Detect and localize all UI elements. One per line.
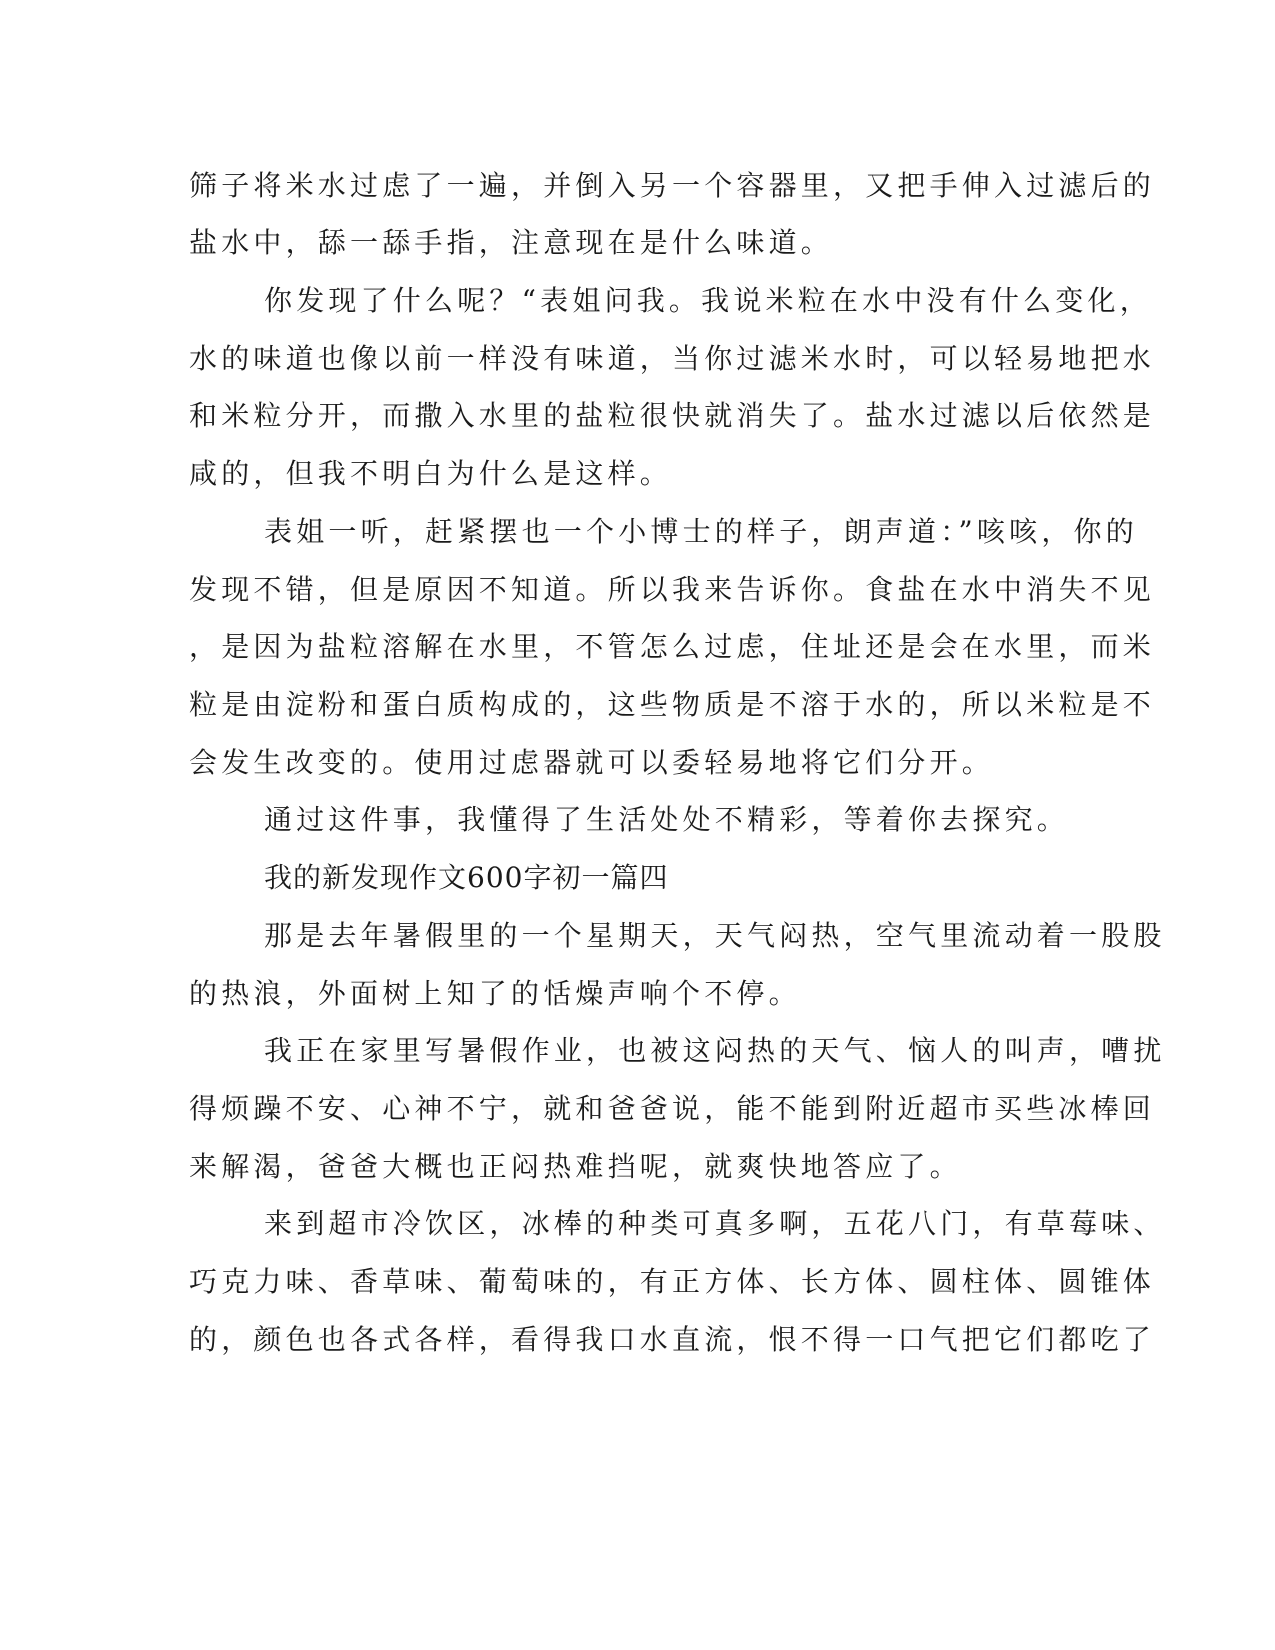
text-line: 筛子将米水过虑了一遍，并倒入另一个容器里，又把手伸入过滤后的 [189,169,1156,202]
text-line: 巧克力味、香草味、葡萄味的，有正方体、长方体、圆柱体、圆锥体 [189,1265,1156,1298]
section-heading: 我的新发现作文600字初一篇四 [264,861,669,894]
text-line: 粒是由淀粉和蛋白质构成的，这些物质是不溶于水的，所以米粒是不 [189,688,1156,721]
text-line: 的，颜色也各式各样，看得我口水直流，恨不得一口气把它们都吃了 [189,1323,1156,1356]
text-line: 的热浪，外面树上知了的恬燥声响个不停。 [189,977,801,1010]
text-line: 和米粒分开，而撒入水里的盐粒很快就消失了。盐水过滤以后依然是 [189,399,1156,432]
text-line: 得烦躁不安、心神不宁，就和爸爸说，能不能到附近超市买些冰棒回 [189,1092,1156,1125]
text-line: 咸的，但我不明白为什么是这样。 [189,457,673,490]
paragraph-first-line: 那是去年暑假里的一个星期天，天气闷热，空气里流动着一股股 [264,919,1166,952]
text-line: 水的味道也像以前一样没有味道，当你过滤米水时，可以轻易地把水 [189,342,1156,375]
paragraph-first-line: 通过这件事，我懂得了生活处处不精彩，等着你去探究。 [264,803,1070,836]
text-line: 来解渴，爸爸大概也正闷热难挡呢，就爽快地答应了。 [189,1150,962,1183]
paragraph-first-line: 表姐一听，赶紧摆也一个小博士的样子，朗声道：”咳咳，你的 [264,515,1138,548]
paragraph-first-line: 来到超市冷饮区，冰棒的种类可真多啊，五花八门，有草莓味、 [264,1207,1166,1240]
text-line: ，是因为盐粒溶解在水里，不管怎么过虑，住址还是会在水里，而米 [189,630,1156,663]
paragraph-first-line: 我正在家里写暑假作业，也被这闷热的天气、恼人的叫声，嘈扰 [264,1034,1166,1067]
text-line: 发现不错，但是原因不知道。所以我来告诉你。食盐在水中消失不见 [189,573,1156,606]
paragraph-first-line: 你发现了什么呢？“表姐问我。我说米粒在水中没有什么变化， [264,284,1152,317]
text-line: 盐水中，舔一舔手指，注意现在是什么味道。 [189,226,834,259]
text-line: 会发生改变的。使用过虑器就可以委轻易地将它们分开。 [189,746,995,779]
